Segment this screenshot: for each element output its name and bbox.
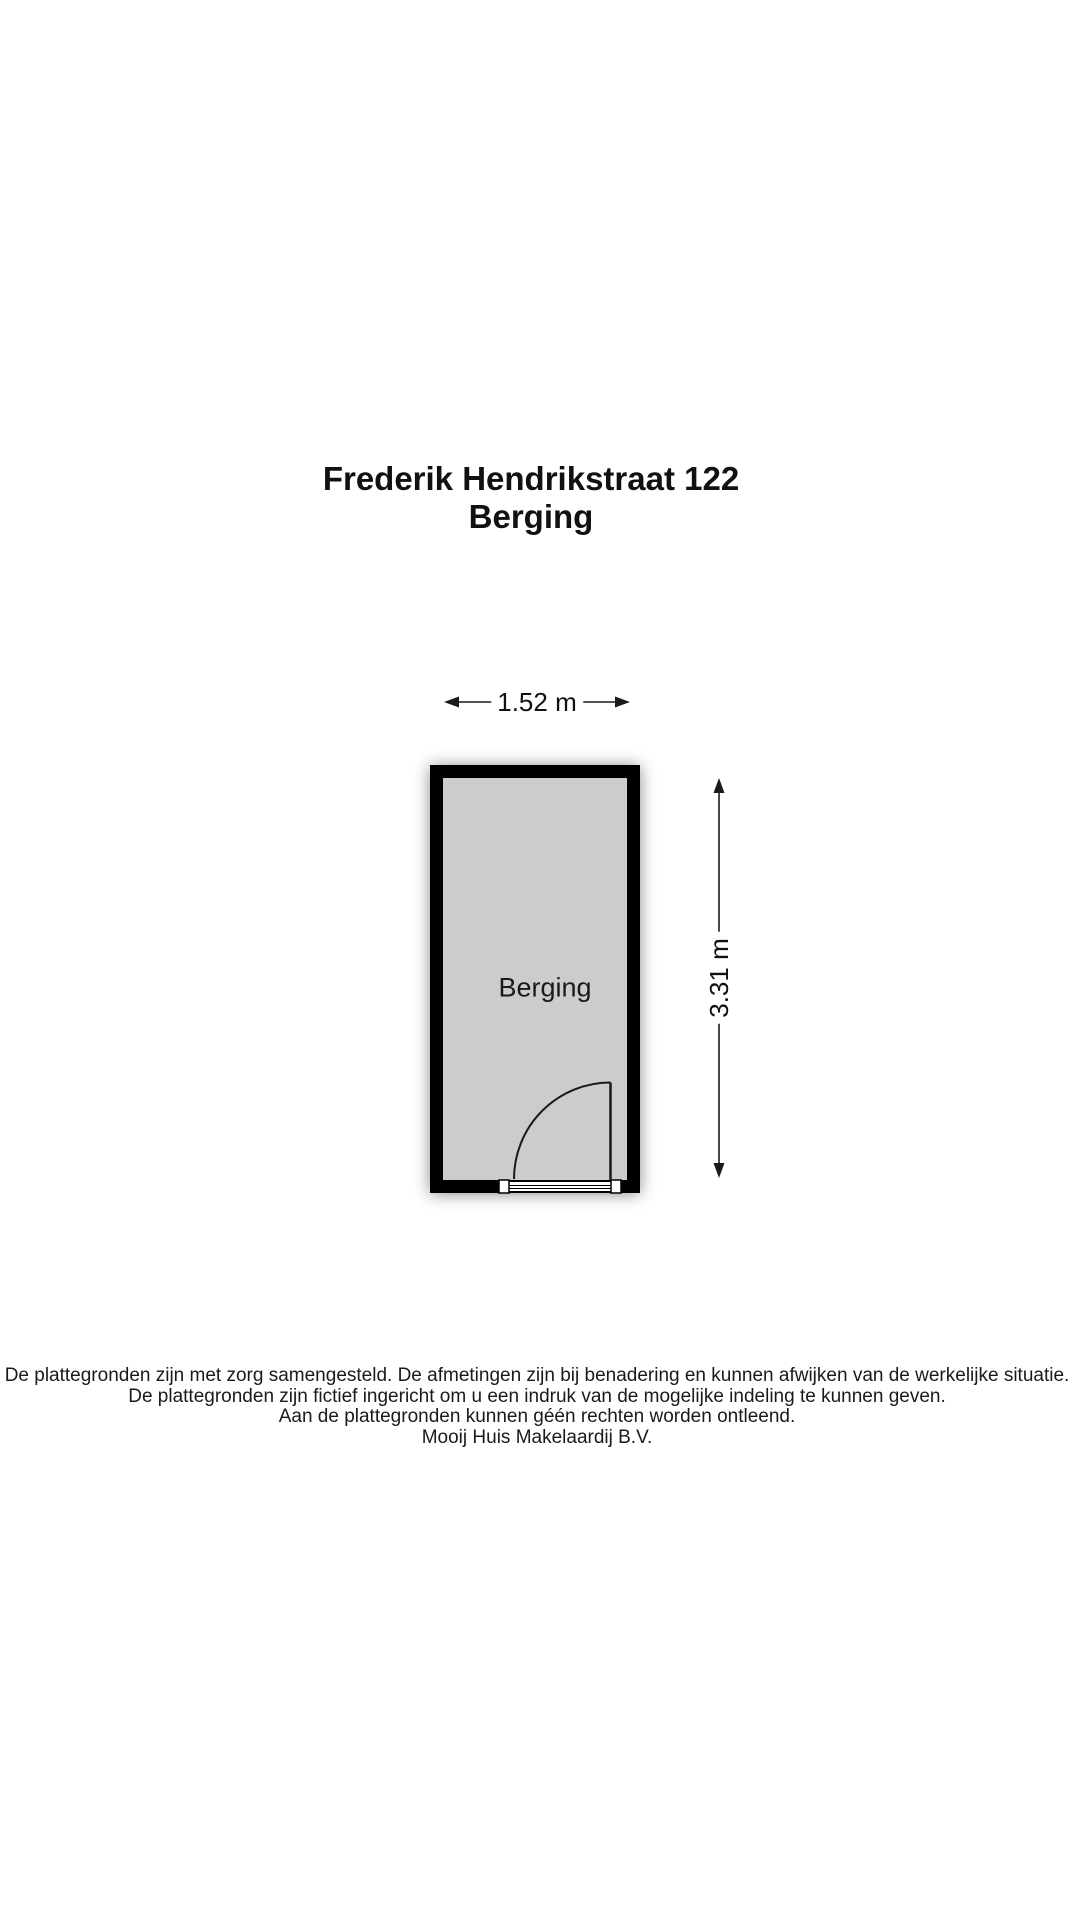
page-title-room: Berging [468,498,594,535]
height-arrow-up-icon [714,778,725,793]
page-title-address: Frederik Hendrikstraat 122 [322,460,740,497]
width-arrow-right-icon [615,697,630,708]
width-dimension-label: 1.52 m [491,689,583,715]
disclaimer-line: Aan de plattegronden kunnen géén rechten worden ontleend. [278,1406,796,1427]
door-threshold [509,1180,611,1193]
disclaimer-line: Mooij Huis Makelaardij B.V. [421,1426,653,1448]
disclaimer-line: De plattegronden zijn fictief ingericht om u een indruk van de mogelijke indeling te kunnen geven. [128,1385,946,1407]
door-jamb-left [499,1180,509,1193]
height-arrow-down-icon [714,1163,725,1178]
disclaimer [0,1366,1074,1448]
door-jamb-right [611,1180,621,1193]
width-arrow-left-icon [444,697,459,708]
room-label: Berging [498,972,592,1003]
disclaimer-line: De plattegronden zijn met zorg samengesteld. De afmetingen zijn bij benadering en kunnen afwijken van de werkelijke situatie. [4,1365,1070,1386]
height-dimension-label: 3.31 m [706,932,732,1024]
